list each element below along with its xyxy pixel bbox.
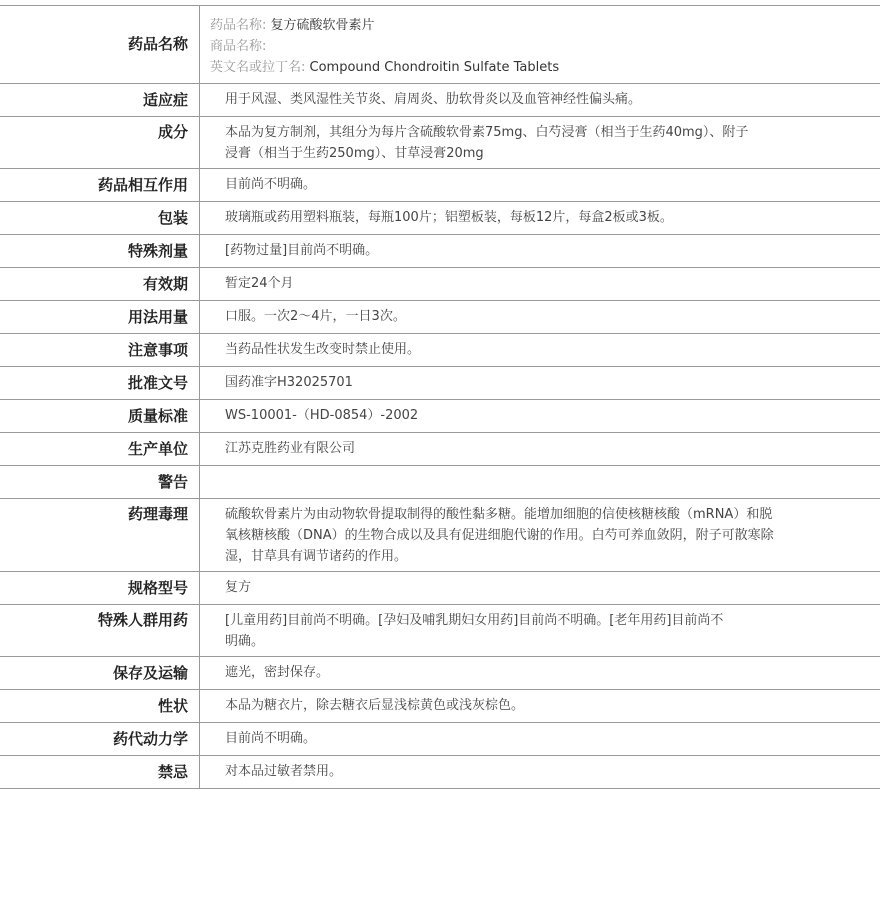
row-value: 江苏克胜药业有限公司 — [225, 441, 356, 456]
row-value: [药物过量]目前尚不明确。 — [225, 243, 379, 258]
row-value: [儿童用药]目前尚不明确。[孕妇及哺乳期妇女用药]目前尚不明确。[老年用药]目前尚不明确。 — [225, 613, 724, 649]
row-value: 遮光，密封保存。 — [225, 665, 330, 680]
drug-info-table — [0, 5, 880, 789]
row-special-populations — [0, 605, 880, 657]
row-warning — [0, 466, 880, 499]
row-value: 暂定24个月 — [225, 276, 294, 291]
row-approval-number — [0, 367, 880, 400]
row-value: 玻璃瓶或药用塑料瓶装，每瓶100片；铝塑板装，每板12片，每盒2板或3板。 — [225, 210, 673, 225]
trade-name-key: 商品名称: — [210, 39, 267, 54]
row-value — [200, 466, 880, 498]
row-dosage-usage — [0, 301, 880, 334]
row-value: 复方 — [225, 580, 252, 595]
row-label: 生产单位 — [0, 433, 200, 465]
row-value: 用于风湿、类风湿性关节炎、肩周炎、肋软骨炎以及血管神经性偏头痛。 — [225, 92, 642, 107]
row-label: 药品相互作用 — [0, 169, 200, 201]
row-pharmacokinetics — [0, 723, 880, 756]
row-drug-interactions — [0, 169, 880, 202]
english-name-line — [210, 57, 790, 78]
row-label: 特殊人群用药 — [0, 605, 200, 656]
row-precautions — [0, 334, 880, 367]
row-quality-standard — [0, 400, 880, 433]
row-label: 适应症 — [0, 84, 200, 116]
row-value: 对本品过敏者禁用。 — [225, 764, 343, 779]
row-value: 本品为复方制剂，其组分为每片含硫酸软骨素75mg、白芍浸膏（相当于生药40mg）、附子浸膏（相当于生药250mg）、甘草浸膏20mg — [225, 125, 749, 161]
row-shelf-life — [0, 268, 880, 301]
row-label: 性状 — [0, 690, 200, 722]
drug-name-details — [200, 6, 880, 83]
row-label: 成分 — [0, 117, 200, 168]
row-drug-name — [0, 6, 880, 84]
row-label: 有效期 — [0, 268, 200, 300]
row-value: WS-10001-（HD-0854）-2002 — [225, 408, 419, 423]
row-label: 规格型号 — [0, 572, 200, 604]
row-value: 目前尚不明确。 — [225, 731, 317, 746]
row-value: 国药准字H32025701 — [225, 375, 353, 390]
row-label: 批准文号 — [0, 367, 200, 399]
row-description — [0, 690, 880, 723]
english-name-value: Compound Chondroitin Sulfate Tablets — [309, 60, 560, 75]
row-label: 质量标准 — [0, 400, 200, 432]
row-value: 当药品性状发生改变时禁止使用。 — [225, 342, 421, 357]
row-label: 药理毒理 — [0, 499, 200, 571]
row-value: 口服。一次2～4片，一日3次。 — [225, 309, 406, 324]
row-storage — [0, 657, 880, 690]
row-label: 药代动力学 — [0, 723, 200, 755]
row-label: 注意事项 — [0, 334, 200, 366]
row-label: 用法用量 — [0, 301, 200, 333]
row-label: 保存及运输 — [0, 657, 200, 689]
generic-name-key: 药品名称: — [210, 18, 267, 33]
row-label-drug-name: 药品名称 — [0, 6, 200, 83]
row-ingredients — [0, 117, 880, 169]
generic-name-value: 复方硫酸软骨素片 — [270, 18, 375, 33]
row-specification — [0, 572, 880, 605]
row-contraindications — [0, 756, 880, 789]
row-indications — [0, 84, 880, 117]
generic-name-line — [210, 15, 790, 36]
row-pharmacology — [0, 499, 880, 572]
row-manufacturer — [0, 433, 880, 466]
row-value: 本品为糖衣片，除去糖衣后显浅棕黄色或浅灰棕色。 — [225, 698, 525, 713]
row-label: 警告 — [0, 466, 200, 498]
row-label: 包装 — [0, 202, 200, 234]
row-special-dosage — [0, 235, 880, 268]
english-name-key: 英文名或拉丁名: — [210, 60, 306, 75]
row-label: 禁忌 — [0, 756, 200, 788]
row-value: 硫酸软骨素片为由动物软骨提取制得的酸性黏多糖。能增加细胞的信使核糖核酸（mRNA）和脱氧核糖核酸（DNA）的生物合成以及具有促进细胞代谢的作用。白芍可养血敛阴，附子可散寒除湿，甘草具有调节诸药的作用。 — [225, 507, 774, 564]
row-value: 目前尚不明确。 — [225, 177, 317, 192]
trade-name-line — [210, 36, 790, 57]
row-label: 特殊剂量 — [0, 235, 200, 267]
row-packaging — [0, 202, 880, 235]
